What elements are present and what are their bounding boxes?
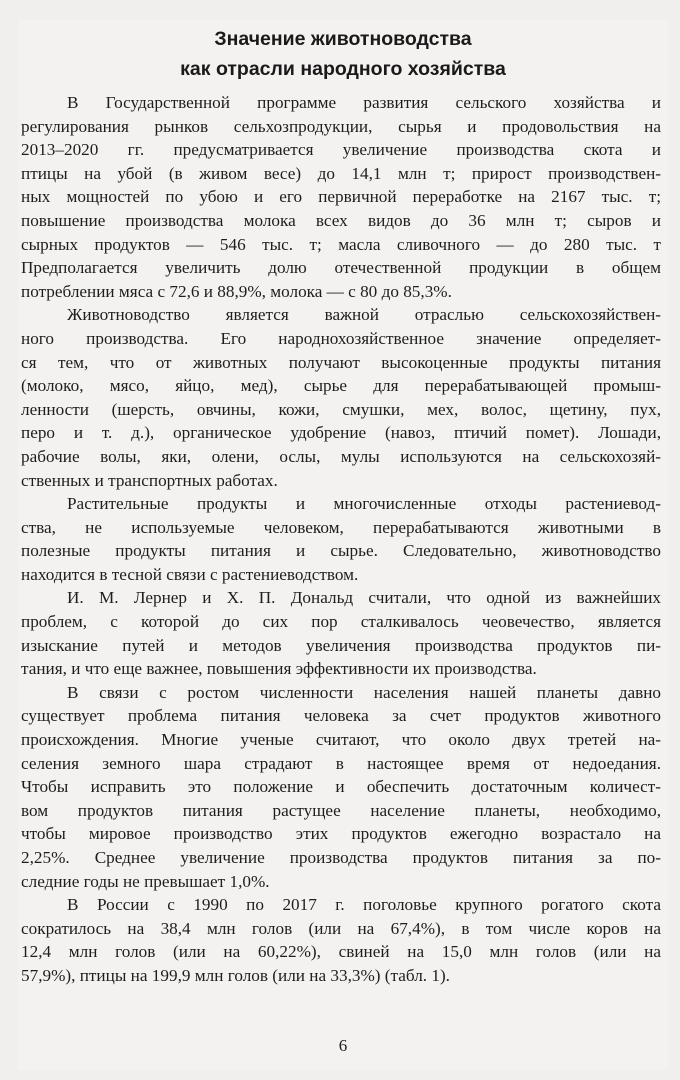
paragraph [21,586,661,680]
paragraph [21,893,661,987]
text-line: следние годы не превышает 1,0%. [21,871,270,891]
text-line: 57,9%), птицы на 199,9 млн голов (или на 33,3%) (табл. 1). [21,965,450,985]
text-line: ных мощностей по убою и его первичной переработке на 2167 тыс. т; [21,187,661,207]
text-line: (молоко, мясо, яйцо, мед), сырье для перерабатывающей промыш- [21,376,661,396]
paragraph [21,681,661,893]
text-line: И. М. Лернер и Х. П. Дональд считали, что одной из важнейших [67,588,661,608]
text-line: проблем, с которой до сих пор сталкивалось чеовечество, является [21,612,661,632]
text-line: сократилось на 38,4 млн голов (или на 67,4%), в том числе коров на [21,918,661,938]
text-line: ленности (шерсть, овчины, кожи, смушки, мех, волос, щетину, пух, [21,399,661,419]
book-page [18,20,668,1070]
text-line: тания, и что еще важнее, повышения эффективности их производства. [21,659,537,679]
text-line: Предполагается увеличить долю отечественной продукции в общем [21,258,661,278]
text-line: повышение производства молока всех видов до 36 млн т; сыров и [21,210,661,230]
text-line: находится в тесной связи с растениеводством. [21,564,359,584]
text-line: вом продуктов питания растущее население планеты, необходимо, [21,800,661,820]
paragraph [21,91,661,303]
text-line: перо и т. д.), органическое удобрение (навоз, птичий помет). Лошади, [21,423,661,443]
text-line: Растительные продукты и многочисленные отходы растениевод- [67,494,661,514]
chapter-title [18,24,668,84]
text-line: происхождения. Многие ученые считают, что около двух третей на- [21,730,661,750]
text-line: полезные продукты питания и сырье. Следовательно, животноводство [21,541,661,561]
text-line: Чтобы исправить это положение и обеспечить достаточным количест- [21,777,661,797]
text-line: 2,25%. Среднее увеличение производства продуктов питания за по- [21,848,661,867]
text-line: ного производства. Его народнохозяйственное значение определяет- [21,328,661,348]
text-line: изыскание путей и методов увеличения производства продуктов пи- [21,635,661,655]
text-line: ся тем, что от животных получают высокоценные продукты питания [21,352,661,372]
chapter-title-line-2: как отрасли народного хозяйства [180,58,506,80]
text-line: чтобы мировое производство этих продуктов ежегодно возрастало на [21,824,661,844]
text-line: потреблении мяса с 72,6 и 88,9%, молока — с 80 до 85,3%. [21,281,452,301]
text-line: существует проблема питания человека за счет продуктов животного [21,706,661,726]
text-line: 12,4 млн голов (или на 60,22%), свиней на 15,0 млн голов (или на [21,942,661,962]
text-line: В Государственной программе развития сельского хозяйства и [67,93,661,112]
chapter-title-line-1: Значение животноводства [214,28,472,50]
text-line: В связи с ростом численности населения нашей планеты давно [67,682,661,702]
body-text [21,91,661,988]
text-line: Животноводство является важной отраслью сельскохозяйствен- [67,305,661,325]
paragraph [21,492,661,586]
text-line: ственных и транспортных работах. [21,470,278,490]
paragraph [21,303,661,492]
text-line: ства, не используемые человеком, перерабатываются животными в [21,517,661,537]
text-line: птицы на убой (в живом весе) до 14,1 млн т; прирост производствен- [21,163,661,183]
text-line: В России с 1990 по 2017 г. поголовье крупного рогатого скота [67,895,661,915]
text-line: рабочие волы, яки, олени, ослы, мулы используются на сельскохозяй- [21,446,661,466]
text-line: 2013–2020 гг. предусматривается увеличение производства скота и [21,140,661,160]
page-number: 6 [338,1036,348,1055]
text-line: селения земного шара страдают в настоящее время от недоедания. [21,753,661,773]
text-line: регулирования рынков сельхозпродукции, сырья и продовольствия на [21,116,661,136]
text-line: сырных продуктов — 546 тыс. т; масла сливочного — до 280 тыс. т [21,234,661,254]
